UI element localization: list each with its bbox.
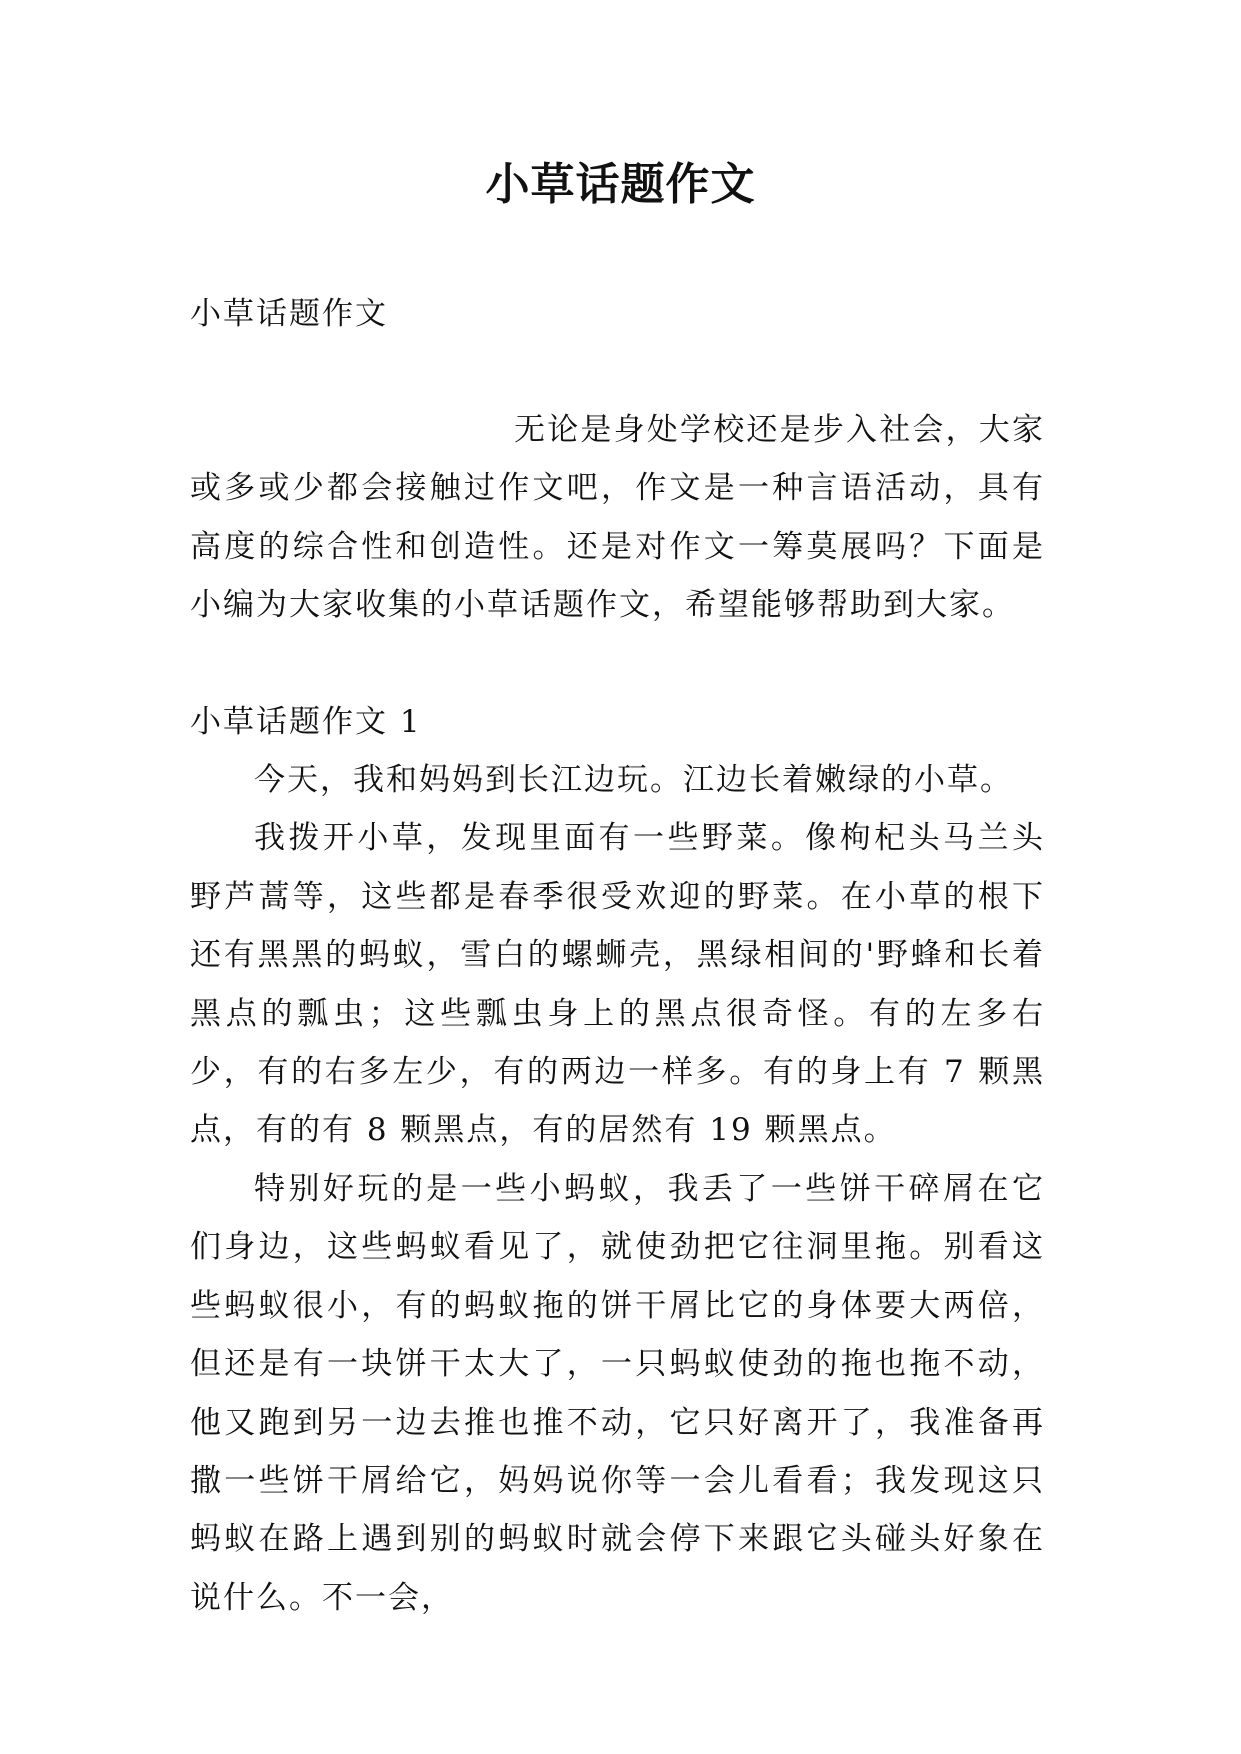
section-heading: 小草话题作文 1 bbox=[190, 703, 422, 740]
body-paragraph: 今天，我和妈妈到长江边玩。江边长着嫩绿的小草。 bbox=[254, 762, 1013, 799]
document-title: 小草话题作文 bbox=[485, 159, 756, 210]
document-body bbox=[190, 285, 1045, 1627]
blank-line bbox=[190, 635, 1045, 693]
body-paragraph: 特别好玩的是一些小蚂蚁，我丢了一些饼干碎屑在它们身边，这些蚂蚁看见了，就使劲把它往洞里拖。别看这些蚂蚁很小，有的蚂蚁拖的饼干屑比它的身体要大两倍，但还是有一块饼干太大了，一只蚂蚁使劲的拖也拖不动，他又跑到另一边去推也推不动，它只好离开了，我准备再撒一些饼干屑给它，妈妈说你等一会儿看看；我发现这只蚂蚁在路上遇到别的蚂蚁时就会停下来跟它头碰头好象在说什么。不一会， bbox=[190, 1170, 1045, 1616]
document-subtitle: 小草话题作文 bbox=[190, 296, 388, 332]
intro-paragraph: 无论是身处学校还是步入社会，大家或多或少都会接触过作文吧，作文是一种言语活动，具有高度的综合性和创造性。还是对作文一筹莫展吗？下面是小编为大家收集的小草话题作文，希望能够帮助到大家。 bbox=[190, 412, 1045, 624]
body-paragraph: 我拨开小草，发现里面有一些野菜。像枸杞头马兰头野芦蒿等，这些都是春季很受欢迎的野菜。在小草的根下还有黑黑的蚂蚁，雪白的螺蛳壳，黑绿相间的'野蜂和长着黑点的瓢虫；这些瓢虫身上的黑点很奇怪。有的左多右少，有的右多左少，有的两边一样多。有的身上有 7 颗黑点，有的有 8 颗黑点，有的居然有 19 颗黑点。 bbox=[190, 820, 1045, 1149]
blank-line bbox=[190, 343, 1045, 401]
